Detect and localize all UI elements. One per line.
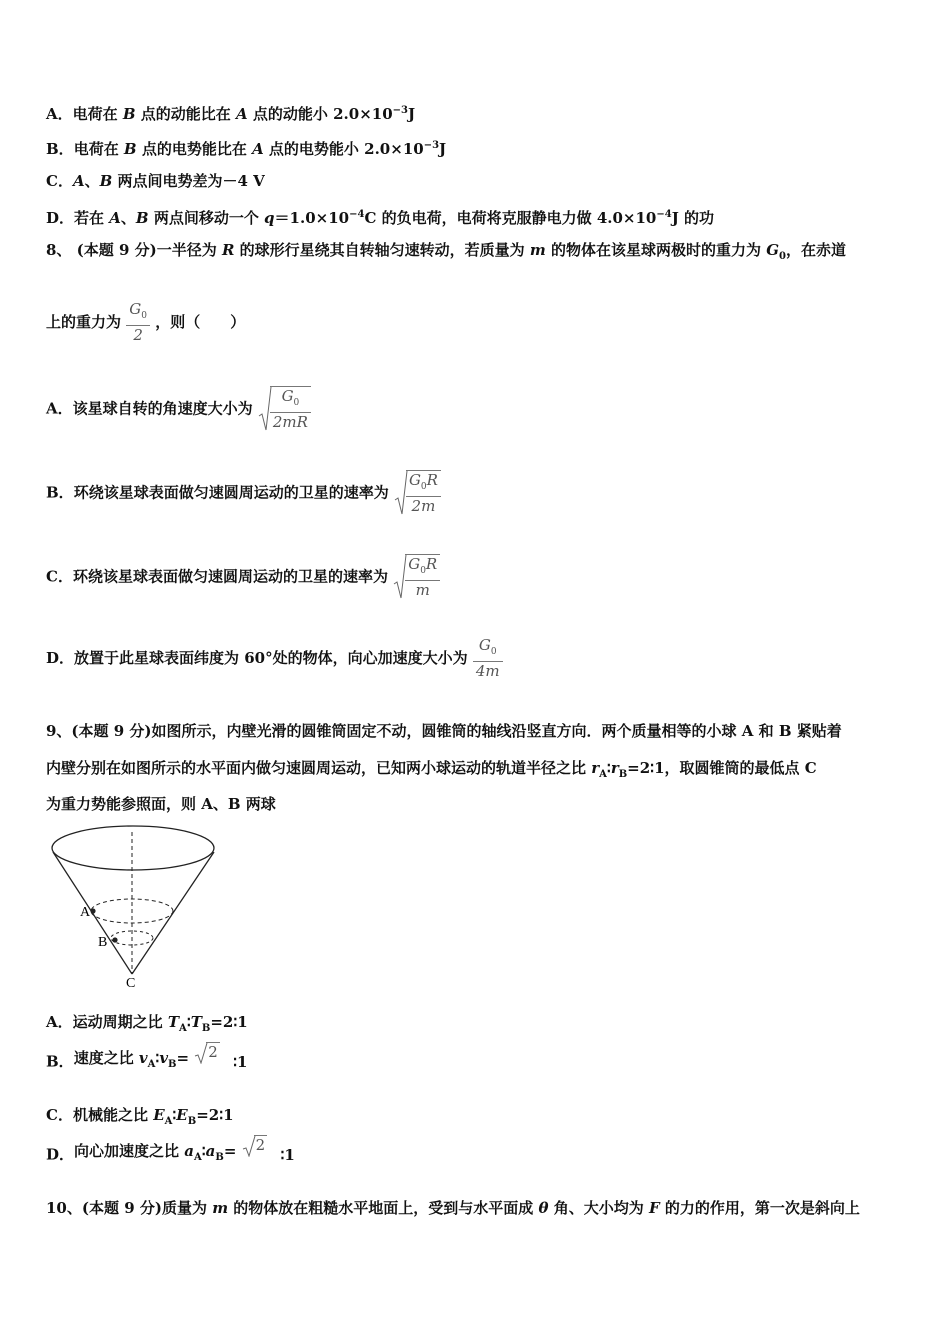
fraction-g0-over-2: $\frac{G_0}{2}$ bbox=[126, 300, 150, 344]
q8-option-d bbox=[46, 636, 503, 680]
fraction-expression: $\frac{G_0}{4m}$ bbox=[473, 636, 503, 680]
q8-option-a bbox=[46, 386, 311, 431]
option-text: 电荷在 B 点的动能比在 A 点的动能小 $2.0\times 10^{-3}J$ bbox=[72, 105, 416, 123]
q9-option-c bbox=[46, 1105, 234, 1132]
sqrt-expression: $\frac{G_0R}{m}$ bbox=[393, 554, 440, 599]
cone-top-rim bbox=[52, 826, 214, 870]
option-label: A． bbox=[46, 1013, 73, 1031]
sqrt-expression: $\frac{G_0}{2mR}$ bbox=[258, 386, 311, 431]
q8-stem-line2 bbox=[46, 300, 245, 344]
label-b: B bbox=[98, 935, 108, 950]
ball-b bbox=[112, 937, 117, 942]
option-text: 环绕该星球表面做匀速圆周运动的卫星的速率为 bbox=[72, 567, 388, 586]
option-text: 放置于此星球表面纬度为 60°处的物体，向心加速度大小为 bbox=[74, 649, 468, 667]
q9-stem-line3: 为重力势能参照面，则 A、B 两球 bbox=[46, 795, 276, 813]
q8-option-b bbox=[46, 470, 441, 515]
radical-sign bbox=[394, 470, 408, 516]
option-text: 若在 A、B 两点间移动一个 $q=1.0\times 10^{-4}C$ 的负电荷，电荷将克服静电力做 $4.0\times 10^{-4}J$ 的功 bbox=[74, 209, 715, 227]
q9-stem-line2: 内壁分别在如图所示的水平面内做匀速圆周运动，已知两小球运动的轨道半径之比 $r_A∶r_B=2∶1$，取圆锥筒的最低点 C bbox=[46, 759, 817, 780]
q8-stem-suffix: ，则（ ） bbox=[155, 313, 246, 331]
option-text: 速度之比 $v_A∶v_B=$ bbox=[73, 1049, 190, 1070]
radical-sign bbox=[194, 1042, 208, 1064]
label-a: A bbox=[80, 905, 91, 920]
q9-stem-line1: 9、(本题 9 分)如图所示，内壁光滑的圆锥筒固定不动，圆锥筒的轴线沿竖直方向．两个质量相等的小球 A 和 B 紧贴着 bbox=[46, 722, 842, 740]
option-text: A、B 两点间电势差为－4 V bbox=[72, 172, 265, 190]
q9-option-d bbox=[46, 1136, 295, 1168]
q9-option-a bbox=[46, 1012, 248, 1039]
q7-option-b bbox=[46, 136, 446, 159]
sqrt-2: 2 bbox=[194, 1042, 220, 1062]
option-text: 电荷在 B 点的电势能比在 A 点的电势能小 $2.0\times 10^{-3}J$ bbox=[73, 140, 447, 158]
q8-stem-prefix: 上的重力为 bbox=[46, 313, 122, 331]
option-label: D． bbox=[46, 649, 75, 667]
q8-option-c bbox=[46, 554, 440, 599]
radical-sign bbox=[242, 1135, 256, 1157]
option-text: 环绕该星球表面做匀速圆周运动的卫星的速率为 bbox=[73, 483, 389, 502]
option-label: A． bbox=[46, 105, 73, 123]
cone-figure bbox=[46, 824, 226, 990]
option-text: 机械能之比 $E_A∶E_B=2∶1$ bbox=[72, 1106, 234, 1127]
q7-option-a bbox=[46, 101, 415, 124]
q7-option-d bbox=[46, 205, 714, 228]
q10-stem-line1: 10、(本题 9 分)质量为 m 的物体放在粗糙水平地面上，受到与水平面成 θ 角、大小均为 F 的力的作用，第一次是斜向上 bbox=[46, 1199, 860, 1217]
q7-option-c bbox=[46, 171, 265, 191]
ratio-tail: ∶1 bbox=[233, 1052, 248, 1071]
option-label: A． bbox=[46, 399, 73, 418]
option-label: D． bbox=[46, 1145, 75, 1164]
sqrt-expression: $\frac{G_0R}{2m}$ bbox=[394, 470, 441, 515]
option-label: B． bbox=[46, 140, 74, 158]
sqrt-2: 2 bbox=[242, 1135, 268, 1155]
q8-stem-line1: 8、 (本题 9 分)一半径为 R 的球形行星绕其自转轴匀速转动，若质量为 m 的物体在该星球两极时的重力为 $G_0$，在赤道 bbox=[46, 241, 847, 262]
radical-sign bbox=[258, 386, 272, 432]
ball-a bbox=[90, 908, 95, 913]
option-label: C． bbox=[46, 1106, 73, 1124]
option-text: 该星球自转的角速度大小为 bbox=[72, 399, 253, 418]
option-label: C． bbox=[46, 567, 73, 586]
ratio-tail: ∶1 bbox=[280, 1145, 295, 1164]
option-label: D． bbox=[46, 209, 75, 227]
option-label: B． bbox=[46, 1052, 74, 1071]
option-label: B． bbox=[46, 483, 74, 502]
q9-option-b bbox=[46, 1043, 248, 1075]
option-text: 运动周期之比 $T_A∶T_B=2∶1$ bbox=[72, 1013, 248, 1034]
option-text: 向心加速度之比 $a_A∶a_B=$ bbox=[74, 1142, 237, 1163]
radical-sign bbox=[393, 554, 407, 600]
label-c: C bbox=[126, 976, 136, 990]
option-label: C． bbox=[46, 172, 73, 190]
